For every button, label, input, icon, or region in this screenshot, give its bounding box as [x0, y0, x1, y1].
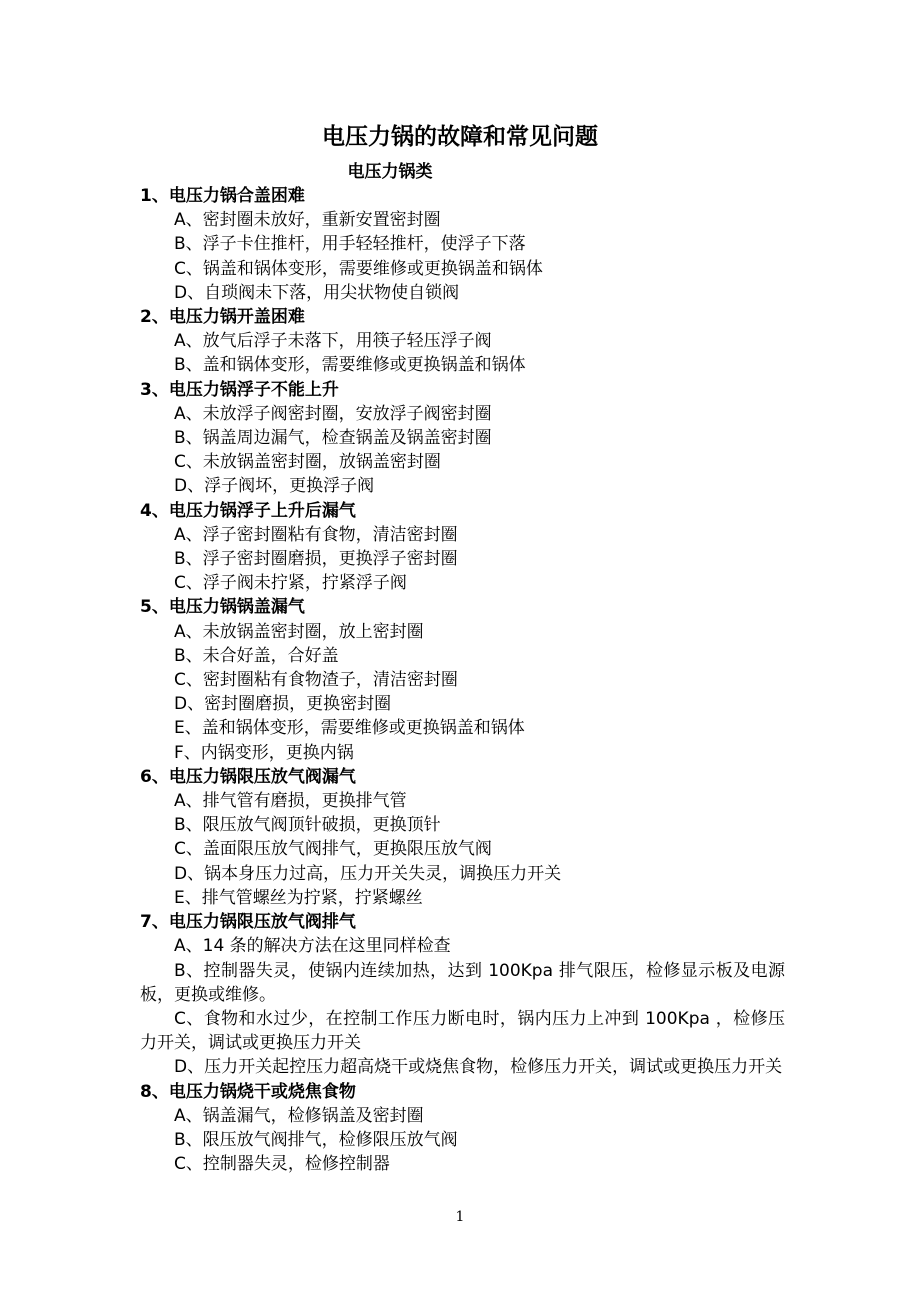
solution-item: C、未放锅盖密封圈，放锅盖密封圈 — [174, 452, 441, 473]
solution-item: C、控制器失灵，检修控制器 — [174, 1154, 390, 1175]
solution-item: A、浮子密封圈粘有食物，清洁密封圈 — [174, 524, 458, 545]
faq-section — [140, 910, 785, 1079]
solution-item: A、未放浮子阀密封圈，安放浮子阀密封圈 — [174, 403, 492, 424]
faq-section — [140, 305, 785, 378]
solution-item: A、密封圈未放好，重新安置密封圈 — [174, 210, 441, 231]
solution-item: C、食物和水过少，在控制工作压力断电时，锅内压力上冲到 100Kpa ，检修压力开关，调试或更换压力开关 — [140, 1008, 785, 1054]
solution-item: B、控制器失灵，使锅内连续加热，达到 100Kpa 排气限压，检修显示板及电源板，更换或维修。 — [140, 960, 785, 1005]
solution-item: A、14 条的解决方法在这里同样检查 — [174, 936, 451, 957]
section-heading: 1、电压力锅合盖困难 — [140, 186, 305, 206]
faq-section — [140, 499, 785, 596]
solution-item: C、盖面限压放气阀排气，更换限压放气阀 — [174, 839, 492, 860]
solution-item: D、浮子阀坏，更换浮子阀 — [174, 476, 375, 497]
solution-item: C、浮子阀未拧紧，拧紧浮子阀 — [174, 573, 407, 594]
document-body — [140, 184, 785, 1176]
section-heading: 3、电压力锅浮子不能上升 — [140, 379, 339, 400]
solution-item: A、锅盖漏气，检修锅盖及密封圈 — [174, 1105, 424, 1126]
document-title: 电压力锅的故障和常见问题 — [322, 124, 598, 150]
solution-item: F、内锅变形，更换内锅 — [174, 742, 354, 763]
faq-section — [140, 184, 785, 305]
faq-section — [140, 1080, 785, 1177]
page-number: 1 — [455, 1209, 465, 1225]
solution-item: E、排气管螺丝为拧紧，拧紧螺丝 — [174, 887, 423, 908]
solution-item: B、浮子密封圈磨损，更换浮子密封圈 — [174, 549, 458, 570]
solution-item: B、限压放气阀排气，检修限压放气阀 — [174, 1129, 458, 1150]
solution-item: D、压力开关起控压力超高烧干或烧焦食物，检修压力开关，调试或更换压力开关 — [174, 1057, 783, 1078]
section-heading: 7、电压力锅限压放气阀排气 — [140, 912, 356, 933]
faq-section — [140, 378, 785, 499]
section-heading: 8、电压力锅烧干或烧焦食物 — [140, 1081, 356, 1102]
solution-item: D、密封圈磨损，更换密封圈 — [174, 694, 392, 715]
faq-section — [140, 765, 785, 910]
solution-item: B、锅盖周边漏气，检查锅盖及锅盖密封圈 — [174, 428, 492, 449]
solution-item: A、放气后浮子未落下，用筷子轻压浮子阀 — [174, 331, 492, 352]
solution-item: B、未合好盖，合好盖 — [174, 645, 339, 666]
document-subtitle: 电压力锅类 — [347, 162, 433, 182]
section-heading: 2、电压力锅开盖困难 — [140, 307, 305, 328]
section-heading: 6、电压力锅限压放气阀漏气 — [140, 766, 356, 787]
solution-item: C、密封圈粘有食物渣子，清洁密封圈 — [174, 670, 458, 691]
section-heading: 5、电压力锅锅盖漏气 — [140, 597, 305, 618]
section-heading: 4、电压力锅浮子上升后漏气 — [140, 500, 356, 521]
solution-item: D、自琐阀未下落，用尖状物使自锁阀 — [174, 282, 460, 303]
solution-item: B、盖和锅体变形，需要维修或更换锅盖和锅体 — [174, 355, 526, 376]
solution-item: B、浮子卡住推杆，用手轻轻推杆，使浮子下落 — [174, 234, 526, 255]
solution-item: A、未放锅盖密封圈，放上密封圈 — [174, 621, 424, 642]
solution-item: A、排气管有磨损，更换排气管 — [174, 791, 407, 812]
solution-item: E、盖和锅体变形，需要维修或更换锅盖和锅体 — [174, 718, 525, 739]
faq-section — [140, 595, 785, 764]
solution-item: B、限压放气阀顶针破损，更换顶针 — [174, 815, 441, 836]
solution-item: C、锅盖和锅体变形，需要维修或更换锅盖和锅体 — [174, 258, 543, 279]
solution-item: D、锅本身压力过高，压力开关失灵，调换压力开关 — [174, 863, 562, 884]
